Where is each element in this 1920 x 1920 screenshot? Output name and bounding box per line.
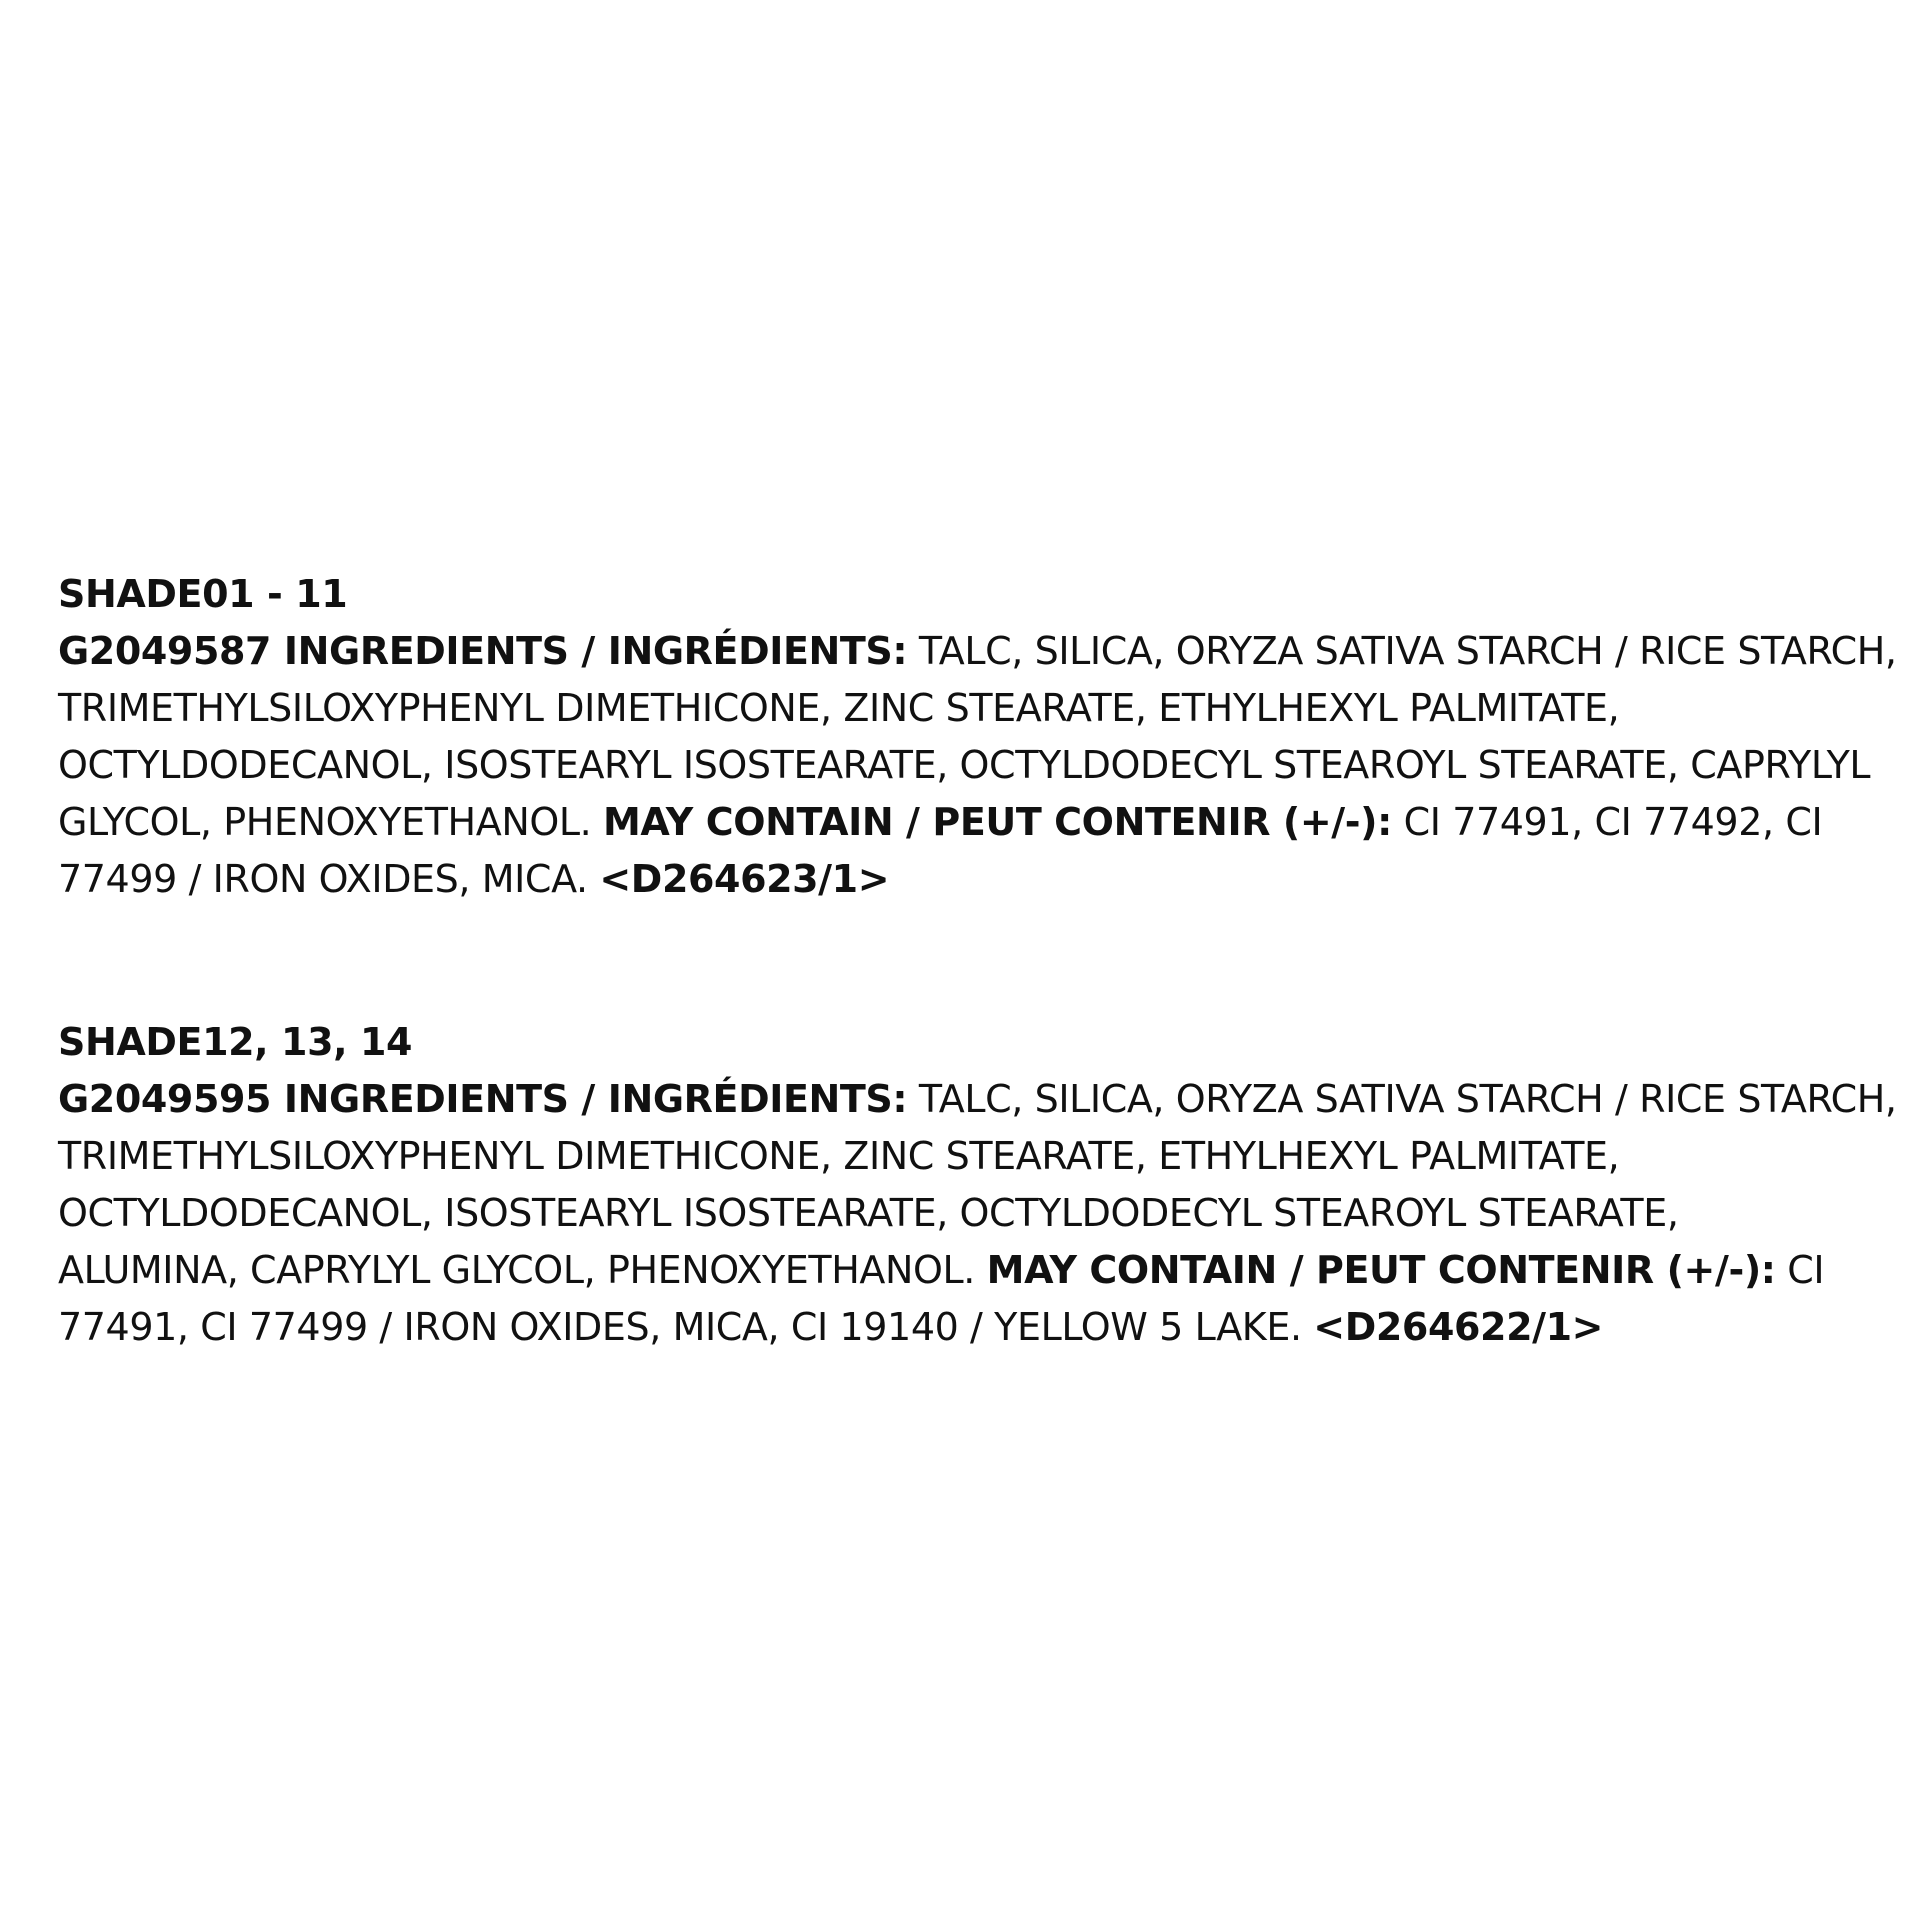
ingredient-list — [58, 1071, 1898, 1356]
ingredient-text-run: 77491, CI 77499 / IRON OXIDES, MICA, CI 19140 / YELLOW 5 LAKE. — [58, 1305, 1314, 1349]
ingredient-text-run: OCTYLDODECANOL, ISOSTEARYL ISOSTEARATE, OCTYLDODECYL STEAROYL STEARATE, CAPRYLYL — [58, 743, 1871, 787]
ingredient-text-run: OCTYLDODECANOL, ISOSTEARYL ISOSTEARATE, OCTYLDODECYL STEAROYL STEARATE, — [58, 1191, 1679, 1235]
ingredient-line — [58, 623, 1898, 680]
ingredient-text-run: TRIMETHYLSILOXYPHENYL DIMETHICONE, ZINC STEARATE, ETHYLHEXYL PALMITATE, — [58, 686, 1620, 730]
shade-title: SHADE12, 13, 14 — [58, 1020, 413, 1064]
ingredient-line — [58, 1242, 1898, 1299]
ingredient-text-run: CI 77491, CI 77492, CI — [1391, 800, 1823, 844]
ingredient-block-shade-12-13-14 — [58, 1014, 1898, 1356]
ingredient-text-run: TALC, SILICA, ORYZA SATIVA STARCH / RICE STARCH, — [907, 1077, 1897, 1121]
ingredient-line — [58, 794, 1898, 851]
ingredient-line — [58, 1071, 1898, 1128]
ingredient-text-run: TALC, SILICA, ORYZA SATIVA STARCH / RICE STARCH, — [907, 629, 1897, 673]
ingredient-text-run: CI — [1775, 1248, 1825, 1292]
reference-code: <D264622/1> — [1313, 1305, 1604, 1349]
ingredient-line — [58, 1185, 1898, 1242]
ingredient-line — [58, 737, 1898, 794]
ingredient-line — [58, 680, 1898, 737]
ingredient-text-run: GLYCOL, PHENOXYETHANOL. — [58, 800, 603, 844]
may-contain-heading: MAY CONTAIN / PEUT CONTENIR (+/-): — [602, 800, 1392, 844]
ingredient-text-run: 77499 / IRON OXIDES, MICA. — [58, 857, 600, 901]
ingredient-list — [58, 623, 1898, 908]
ingredient-text-run: ALUMINA, CAPRYLYL GLYCOL, PHENOXYETHANOL. — [58, 1248, 987, 1292]
ingredient-line — [58, 1299, 1898, 1356]
ingredient-line — [58, 851, 1898, 908]
ingredients-heading: G2049595 INGREDIENTS / INGRÉDIENTS: — [58, 1077, 908, 1121]
ingredient-block-shade-01-11 — [58, 566, 1898, 908]
reference-code: <D264623/1> — [599, 857, 890, 901]
ingredient-text-run: TRIMETHYLSILOXYPHENYL DIMETHICONE, ZINC STEARATE, ETHYLHEXYL PALMITATE, — [58, 1134, 1620, 1178]
may-contain-heading: MAY CONTAIN / PEUT CONTENIR (+/-): — [986, 1248, 1776, 1292]
ingredients-heading: G2049587 INGREDIENTS / INGRÉDIENTS: — [58, 629, 908, 673]
shade-title: SHADE01 - 11 — [58, 572, 348, 616]
ingredient-line — [58, 1128, 1898, 1185]
